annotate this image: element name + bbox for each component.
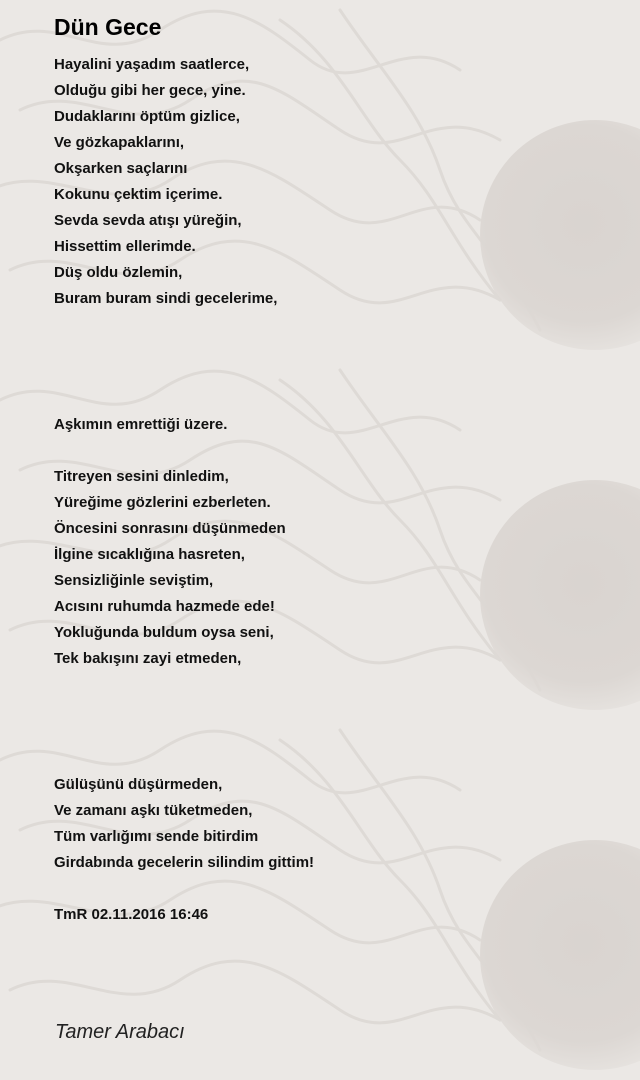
poem-title: Dün Gece — [54, 14, 162, 40]
poem-line: Tek bakışını zayi etmeden, — [54, 650, 242, 667]
poem-line: Öncesini sonrasını düşünmeden — [54, 520, 286, 537]
poem-line: Tüm varlığımı sende bitirdim — [54, 828, 259, 845]
poem-line: Düş oldu özlemin, — [54, 264, 183, 281]
poem-line: Olduğu gibi her gece, yine. — [54, 82, 246, 99]
poem-line: Gülüşünü düşürmeden, — [54, 776, 223, 793]
poem-line: Aşkımın emrettiği üzere. — [54, 416, 228, 433]
poem-line: Titreyen sesini dinledim, — [54, 468, 229, 485]
poem-line: Buram buram sindi gecelerime, — [54, 290, 278, 307]
poem-line: Okşarken saçlarını — [54, 160, 188, 177]
poem-line: Kokunu çektim içerime. — [54, 186, 223, 203]
poem-line: İlgine sıcaklığına hasreten, — [54, 546, 245, 563]
poem-line: Sensizliğinle seviştim, — [54, 572, 214, 589]
poem-line: Ve zamanı aşkı tüketmeden, — [54, 802, 253, 819]
poem-line: Acısını ruhumda hazmede ede! — [54, 598, 275, 615]
poem-date-signature: TmR 02.11.2016 16:46 — [54, 906, 209, 923]
poem-line: Hissettim ellerimde. — [54, 238, 196, 255]
poem-line: Sevda sevda atışı yüreğin, — [54, 212, 242, 229]
poem-line: Yüreğime gözlerini ezberleten. — [54, 494, 271, 511]
poem-line: Girdabında gecelerin silindim gittim! — [54, 854, 315, 871]
poem-line: Ve gözkapaklarını, — [54, 134, 185, 151]
poem-line: Dudaklarını öptüm gizlice, — [54, 108, 240, 125]
poem-line: Yokluğunda buldum oysa seni, — [54, 624, 274, 641]
author-name[interactable]: Tamer Arabacı — [55, 1021, 185, 1043]
poem-line: Hayalini yaşadım saatlerce, — [54, 56, 250, 73]
